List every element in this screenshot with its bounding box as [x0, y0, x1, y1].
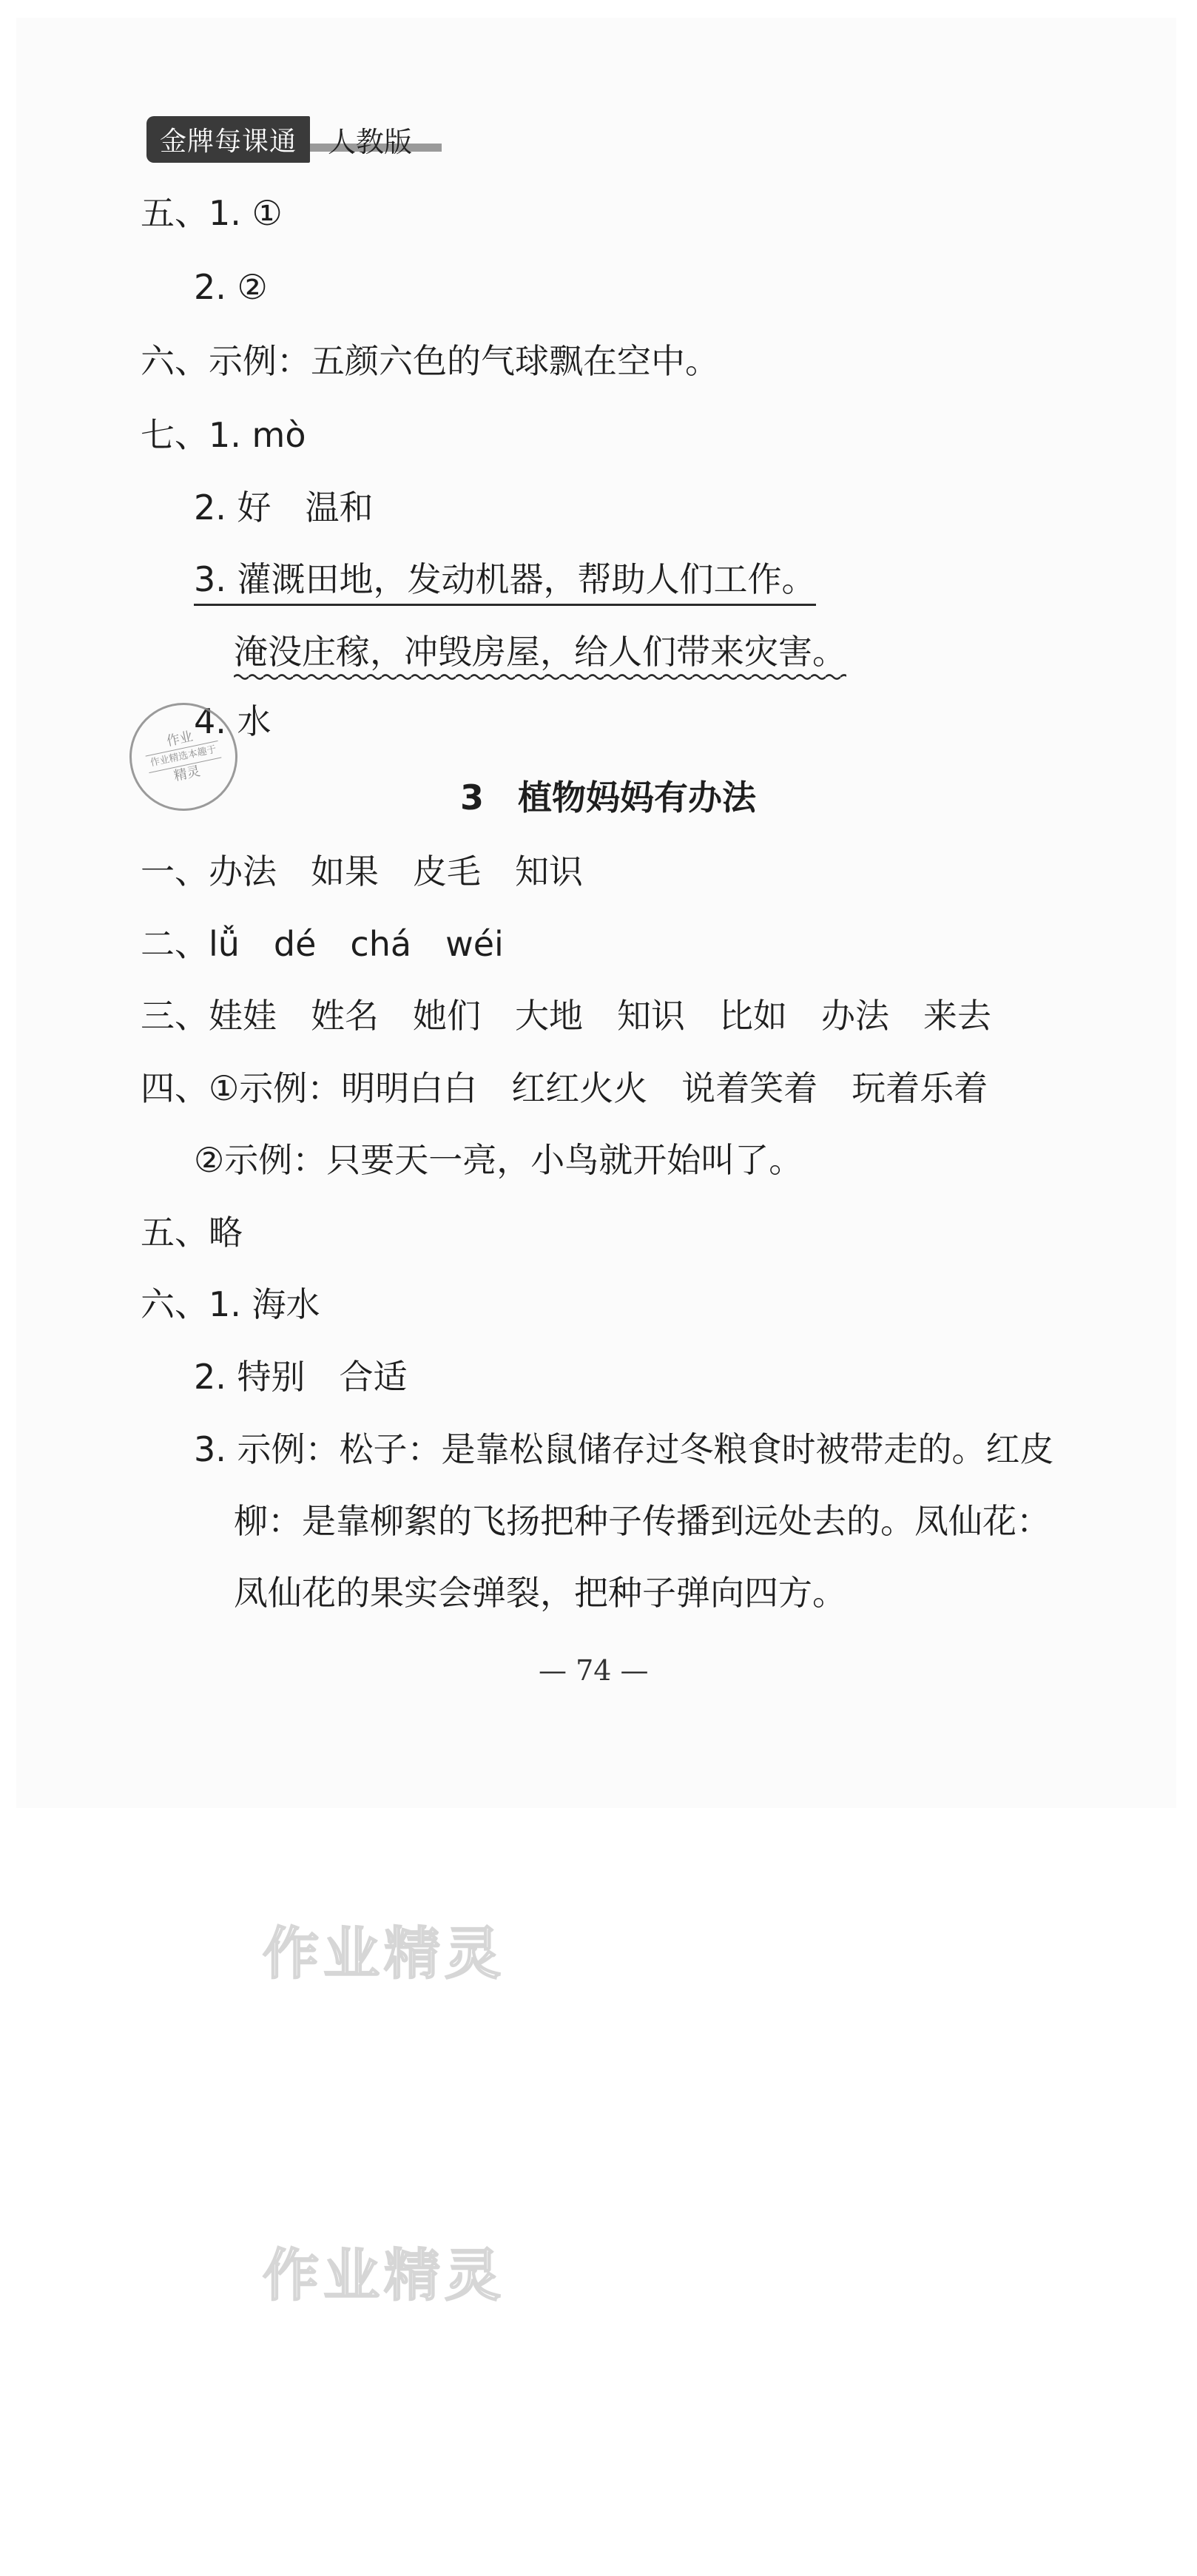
underlined-answer: 3. 灌溉田地，发动机器，帮助人们工作。 — [194, 562, 816, 606]
watermark: 作业精灵 — [263, 1921, 505, 1986]
answer-line: 2. 特别 合适 — [194, 1357, 408, 1397]
wavy-underlined-answer: 淹没庄稼，冲毁房屋，给人们带来灾害。 — [234, 635, 846, 681]
answer-line: 柳：是靠柳絮的飞扬把种子传播到远处去的。凤仙花： — [234, 1501, 1051, 1541]
page-number: — 74 — — [539, 1654, 649, 1687]
brand-label: 金牌每课通 — [146, 116, 310, 163]
section-title: 3 植物妈妈有办法 — [460, 778, 757, 817]
answer-line: 四、①示例：明明白白 红红火火 说着笑着 玩着乐着 — [141, 1068, 988, 1108]
answer-line: 七、1. mò — [141, 415, 306, 455]
answer-line: 2. 好 温和 — [194, 488, 374, 527]
answer-line: 凤仙花的果实会弹裂，把种子弹向四方。 — [234, 1573, 846, 1613]
answer-line: 五、1. ① — [141, 193, 283, 233]
answer-line: 六、示例：五颜六色的气球飘在空中。 — [141, 341, 719, 381]
answer-line: 三、娃娃 姓名 她们 大地 知识 比如 办法 来去 — [141, 996, 991, 1036]
seal-stamp: 作业 作业精选本趣于 精灵 — [119, 692, 247, 820]
answer-line: 六、1. 海水 — [141, 1284, 320, 1324]
answer-line: ②示例：只要天一亮，小鸟就开始叫了。 — [194, 1140, 803, 1180]
book-header — [146, 117, 442, 161]
answer-line: 2. ② — [194, 267, 268, 307]
answer-line: 一、办法 如果 皮毛 知识 — [141, 852, 583, 891]
watermark: 作业精灵 — [263, 2242, 505, 2308]
answer-line: 二、lǚ dé chá wéi — [141, 924, 504, 964]
answer-line: 4. 水 — [194, 701, 272, 741]
answer-line: 五、略 — [141, 1213, 243, 1252]
answer-line: 3. 示例：松子：是靠松鼠储存过冬粮食时被带走的。红皮 — [194, 1429, 1054, 1469]
edition-label: 人教版 — [310, 119, 442, 160]
